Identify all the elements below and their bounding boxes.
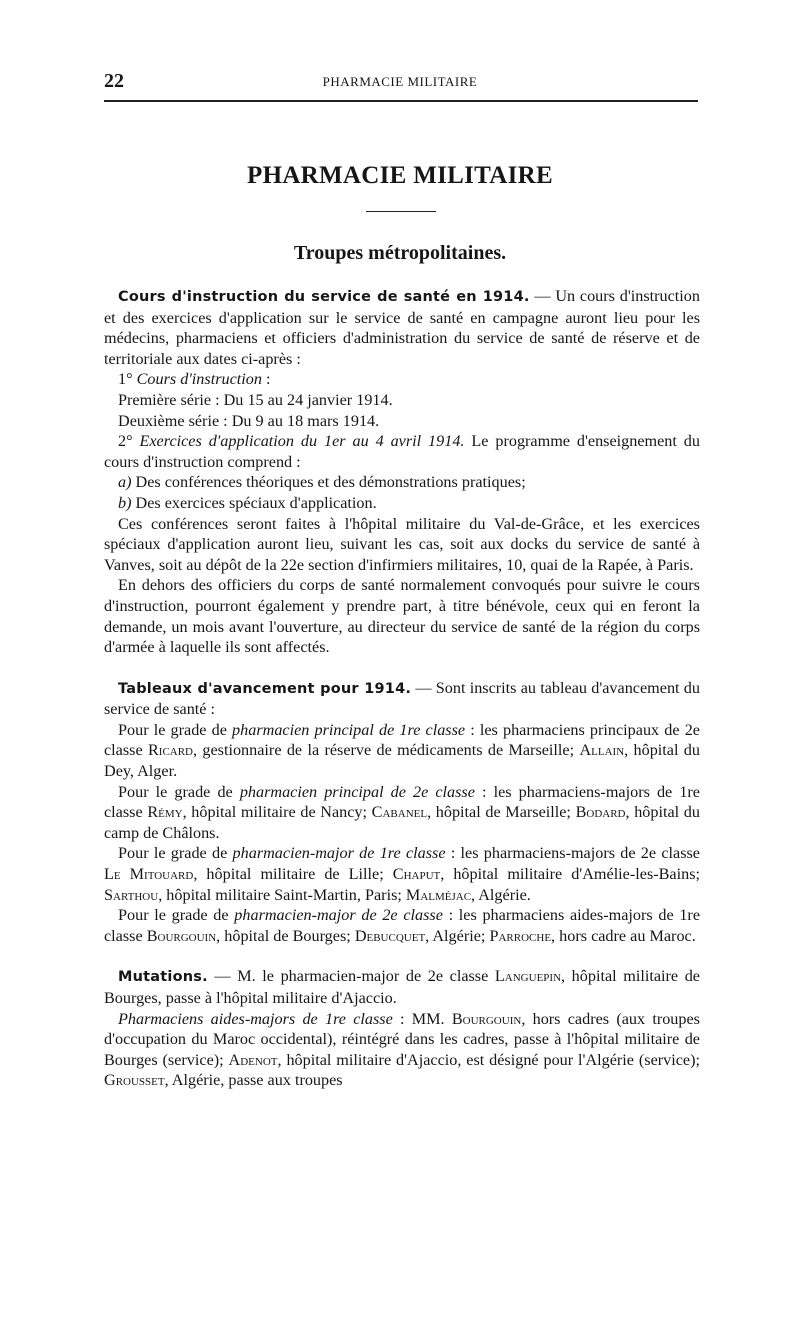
tableaux-paragraph-4 [104,905,700,946]
person-name: Languepin [494,967,562,986]
body-text [104,286,700,1091]
text-run: , gestionnaire de la réserve de médicaments de Marseille; [193,741,580,760]
cours-intro-paragraph [104,286,700,369]
running-title: PHARMACIE MILITAIRE [322,74,478,89]
tableaux-paragraph-1 [104,720,700,782]
grade-name: pharmacien-major de 1re classe [232,844,446,863]
person-name: Debucquet [354,926,426,945]
text-run: , Algérie, passe aux troupes [164,1071,343,1090]
item-label: Cours d'instruction [136,370,262,389]
cours-intro: — Un cours d'instruction et des exercices d'application sur le service de santé en campagne auront lieu pour les médecins, pharmaciens et officiers d'administration du service de santé de réserve et de territoriale aux dates ci-après : [104,287,700,368]
text-run: : les pharmaciens aides-majors de 1re classe [104,906,700,945]
tableaux-heading: Tableaux d'avancement pour 1914. [118,680,412,697]
text-run: , hôpital militaire de Bourges, passe à l'hôpital militaire d'Ajaccio. [104,967,700,1007]
item-text: Le programme d'enseignement du cours d'instruction comprend : [104,432,700,471]
text-run: Pour le grade de [118,844,233,863]
text-run: : les pharmaciens-majors de 2e classe [445,844,700,863]
text-run: — M. le pharmacien-major de 2e classe [207,967,495,986]
person-name: Sarthou [104,885,159,904]
item-colon: : [261,370,271,389]
item-text: Des exercices spéciaux d'application. [131,493,377,512]
person-name: Rémy [147,803,183,822]
person-name: Cabanel [371,803,428,822]
text-run: : les pharmaciens principaux de 2e classe [104,720,700,760]
text-run: Pour le grade de [118,906,235,925]
item-letter: a) [118,473,132,492]
tableaux-intro: — Sont inscrits au tableau d'avancement du service de santé : [104,678,700,719]
person-name: Le Mitouard [104,865,194,884]
grade-name: pharmacien principal de 2e classe [239,782,475,801]
person-name: Ricard [147,741,194,760]
text-run: , hôpital militaire d'Ajaccio, est désigné pour l'Algérie (service); [277,1050,700,1069]
text-run: , hôpital de Bourges; [216,926,355,945]
serie-2: Deuxième série : Du 9 au 18 mars 1914. [118,411,380,430]
person-name: Bourgouin [146,926,217,945]
person-name: Chaput [392,865,441,884]
text-run: , hôpital militaire d'Amélie-les-Bains; [440,865,701,884]
text-run: : les pharmaciens-majors de 1re classe [104,782,700,822]
item-number: 1° [118,370,137,389]
text-run: , hors cadres (aux troupes d'occupation du Maroc occidental), réintégré dans les cadres, passe à l'hôpital militaire de Bourges (service); [104,1009,700,1069]
text-run: : MM. [392,1009,452,1028]
cours-heading: Cours d'instruction du service de santé en 1914. [118,289,530,305]
person-name: Bourgouin [451,1009,522,1028]
cours-item-b [104,493,700,514]
text-run: , Algérie; [425,926,490,945]
text-run: , hôpital militaire Saint-Martin, Paris; [158,885,406,904]
text-run: , hôpital militaire de Nancy; [182,803,372,822]
text-run: , Algérie. [471,885,531,904]
header-rule [104,100,698,102]
person-name: Grousset [104,1071,165,1090]
grade-name: pharmacien principal de 1re classe [232,720,466,739]
cours-item-a [104,472,700,493]
text-run: Pour le grade de [118,720,233,739]
text-run: , hôpital du camp de Châlons. [104,803,700,842]
cours-item-2 [104,431,700,472]
serie-1: Première série : Du 15 au 24 janvier 1914. [118,390,393,409]
text-run: , hors cadre au Maroc. [551,926,696,945]
title-rule [366,211,436,212]
tableaux-paragraph-2 [104,782,700,844]
item-number: 2° [118,432,140,451]
cours-conferences-paragraph: Ces conférences seront faites à l'hôpital militaire du Val-de-Grâce, et les exercices spéciaux d'application auront lieu, suivant les cas, soit aux docks du service de santé à Vanves, soit au dépôt de la 22e section d'infirmiers militaires, 10, quai de la Rapée, à Paris. [104,514,700,574]
text-run: , hôpital militaire de Lille; [193,865,393,884]
page-number: 22 [104,70,124,92]
item-text: Des conférences théoriques et des démonstrations pratiques; [131,473,526,492]
person-name: Bodard [575,803,626,822]
item-label: Exercices d'application du 1er au 4 avril 1914. [139,432,465,451]
tableaux-intro-paragraph [104,678,700,720]
mutations-paragraph-2 [104,1009,700,1091]
cours-item-1 [104,369,700,390]
text-run: , hôpital de Marseille; [427,803,576,822]
section-subtitle: Troupes métropolitaines. [293,242,507,264]
person-name: Malméjac [405,885,472,904]
cours-dehors-paragraph: En dehors des officiers du corps de santé normalement convoqués pour suivre le cours d'instruction, pourront également y prendre part, à titre bénévole, ceux qui en feront la demande, un mois avant l'ouverture, au directeur du service de santé de la région du corps d'armée à laquelle ils sont affectés. [104,576,700,657]
tableaux-paragraph-3 [104,843,700,905]
person-name: Parroche [489,926,552,945]
text-run: , hôpital du Dey, Alger. [104,741,700,781]
main-title: PHARMACIE MILITAIRE [247,162,553,189]
person-name: Adenot [228,1050,278,1069]
item-letter: b) [118,493,132,512]
mutations-heading: Mutations. [118,969,208,986]
text-run: Pour le grade de [118,782,240,801]
person-name: Allain [579,741,625,760]
mutations-paragraph-1 [104,966,700,1008]
grade-name: Pharmaciens aides-majors de 1re classe [118,1009,393,1028]
grade-name: pharmacien-major de 2e classe [234,906,443,925]
